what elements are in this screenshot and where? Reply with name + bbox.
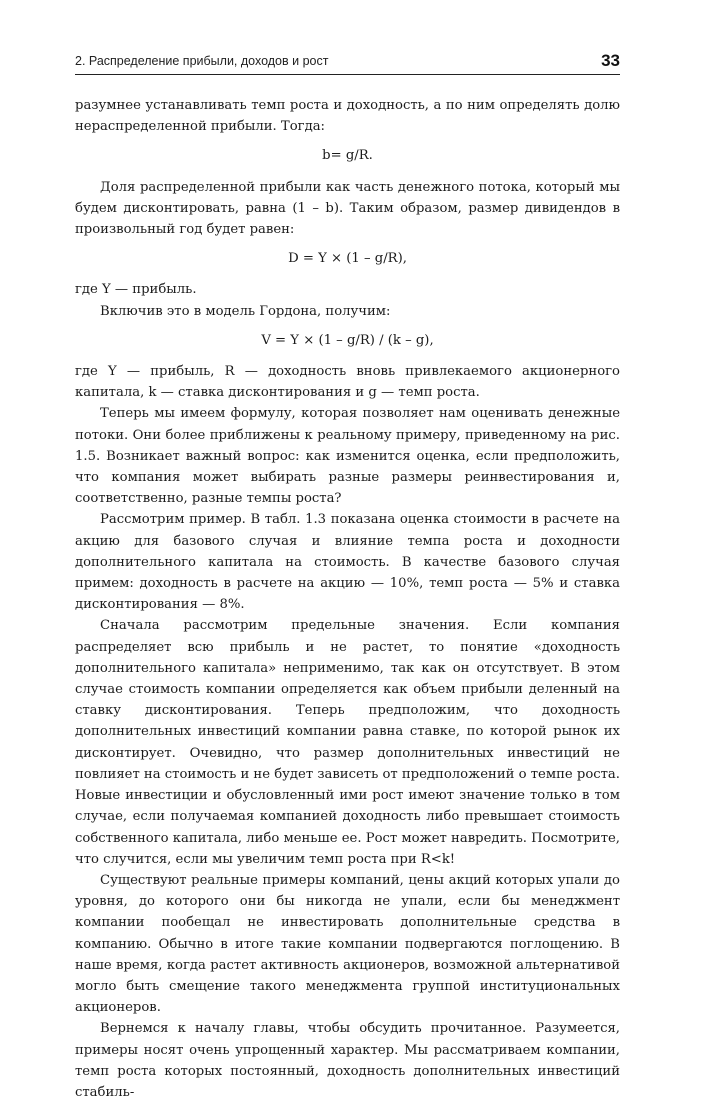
page-number: 33 [601,51,620,70]
paragraph: где Y — прибыль, R — доходность вновь привлекаемого акционерного капитала, k — ставка дисконтирования и g — темп роста. [75,364,620,401]
formula: V = Y × (1 – g/R) / (k – g), [261,332,434,348]
paragraph: Теперь мы имеем формулу, которая позволяет нам оценивать денежные потоки. Они более приближены к реальному примеру, приведенному на рис. 1.5. Возникает важный вопрос: как изменится оценка, если предположить, что компания может выбирать разные размеры реинвестирования и, соответственно, разные темпы роста? [75,406,620,507]
paragraph: разумнее устанавливать темп роста и доходность, а по ним определять долю нераспределенной прибыли. Тогда: [75,98,620,135]
formula: D = Y × (1 – g/R), [288,251,407,267]
paragraph: Доля распределенной прибыли как часть денежного потока, который мы будем дисконтировать, равна (1 – b). Таким образом, размер дивидендов в произвольный год будет равен: [75,179,620,238]
formula: b= g/R. [322,148,373,164]
paragraph: Рассмотрим пример. В табл. 1.3 показана оценка стоимости в расчете на акцию для базового случая и влияние темпа роста и доходности дополнительного капитала на стоимость. В качестве базового случая примем: доходность в расчете на акцию — 10%, темп роста — 5% и ставка дисконтирования — 8%. [75,512,620,613]
body-text [75,95,620,1103]
running-header [75,48,620,75]
paragraph: Включив это в модель Гордона, получим: [100,303,391,319]
paragraph: Вернемся к началу главы, чтобы обсудить прочитанное. Разумеется, примеры носят очень упрощенный характер. Мы рассматриваем компании, темп роста которых постоянный, доходность дополнительных инвестиций стабиль- [75,1021,620,1100]
paragraph: Существуют реальные примеры компаний, цены акций которых упали до уровня, до которого они бы никогда не упали, если бы менеджмент компании пообещал не инвестировать дополнительные средства в компанию. Обычно в итоге такие компании подвергаются поглощению. В наше время, когда растет активность акционеров, возможной альтернативой могло быть смещение такого менеджмента группой институциональных акционеров. [75,872,620,1016]
chapter-title: 2. Распределение прибыли, доходов и рост [75,54,329,68]
paragraph: где Y — прибыль. [75,282,197,298]
paragraph: Сначала рассмотрим предельные значения. Если компания распределяет всю прибыль и не растет, то понятие «доходность дополнительного капитала» неприменимо, так как он отсутствует. В этом случае стоимость компании определяется как объем прибыли деленный на ставку дисконтирования. Теперь предположим, что доходность дополнительных инвестиций компании равна ставке, по которой рынок их дисконтирует. Очевидно, что размер дополнительных инвестиций не повлияет на стоимость и не будет зависеть от предположений о темпе роста. Новые инвестиции и обусловленный ими рост имеют значение только в том случае, если получаемая компанией доходность либо превышает стоимость собственного капитала, либо меньше ее. Рост может навредить. Посмотрите, что случится, если мы увеличим темп роста при R<k! [75,618,620,867]
